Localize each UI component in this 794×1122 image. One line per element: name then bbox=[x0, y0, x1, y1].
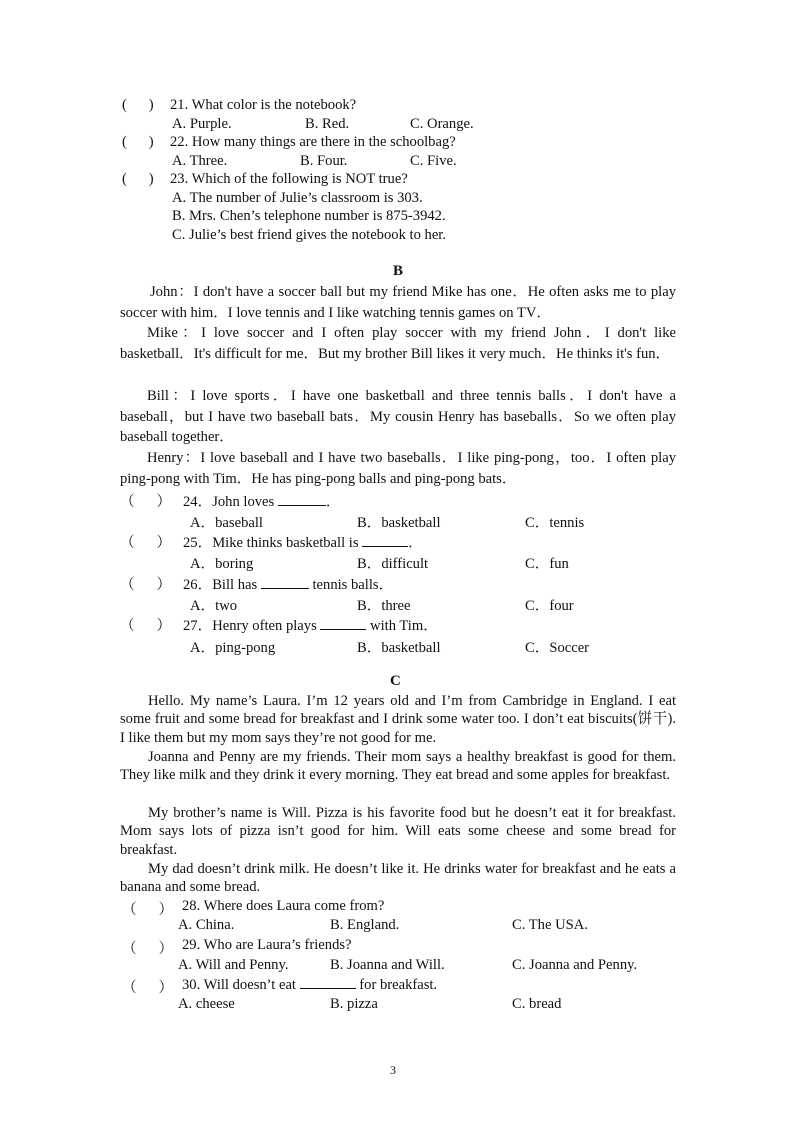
option-c: C. The USA. bbox=[512, 917, 588, 933]
option-c: C．tennis bbox=[525, 515, 585, 531]
option-a: A. China. bbox=[178, 917, 235, 933]
question-stem: 23. Which of the following is NOT true? bbox=[170, 171, 408, 187]
option-b: B. Joanna and Will. bbox=[330, 957, 445, 973]
question-stem bbox=[183, 614, 438, 635]
passage-paragraph: My dad doesn’t drink milk. He doesn’t like it. He drinks water for breakfast and he eats a banana and some bread. bbox=[120, 861, 676, 896]
question-text-end: ． bbox=[325, 494, 341, 510]
option-b: B．basketball bbox=[357, 640, 441, 656]
option-c: C. Julie’s best friend gives the notebook to her. bbox=[172, 227, 446, 243]
option-b: B．basketball bbox=[357, 515, 441, 531]
question-stem bbox=[183, 490, 340, 511]
option-b: B．difficult bbox=[357, 556, 429, 572]
section-heading-c: C bbox=[390, 673, 401, 689]
question-text: 25．Mike thinks basketball is bbox=[183, 535, 363, 551]
question-text: 30. Will doesn’t eat bbox=[182, 977, 300, 993]
option-a: A．baseball bbox=[190, 515, 263, 531]
option-c: C．fun bbox=[525, 556, 569, 572]
passage-paragraph: Henry：I love baseball and I have two baseballs．I like ping-pong，too．I often play ping-pong with Tim．He has ping-pong balls and ping-pong bats． bbox=[120, 450, 676, 487]
question-stem: 21. What color is the notebook? bbox=[170, 97, 357, 113]
question-text: 27．Henry often plays bbox=[183, 618, 321, 634]
page-number: 3 bbox=[390, 1063, 396, 1077]
option-a: A. Will and Penny. bbox=[178, 957, 289, 973]
passage-paragraph: John：I don't have a soccer ball but my friend Mike has one．He often asks me to play soccer with him．I love tennis and I like watching tennis games on TV． bbox=[120, 284, 676, 321]
answer-bracket[interactable]: （ ） bbox=[120, 618, 172, 634]
fill-in-blank[interactable] bbox=[362, 534, 408, 547]
question-text: 24．John loves bbox=[183, 494, 278, 510]
question-stem: 29. Who are Laura’s friends? bbox=[182, 937, 352, 953]
option-c: C．four bbox=[525, 598, 574, 614]
option-c: C．Soccer bbox=[525, 640, 590, 656]
option-a: A. The number of Julie’s classroom is 303. bbox=[172, 190, 423, 206]
option-b: B. England. bbox=[330, 917, 400, 933]
answer-bracket[interactable]: （ ） bbox=[120, 535, 172, 551]
question-stem bbox=[182, 976, 437, 994]
passage-paragraph: Bill：I love sports．I have one basketball and three tennis balls．I don't have a baseball，but I have two baseball bats．My cousin Henry has baseballs．So we often play baseball together． bbox=[120, 388, 676, 446]
answer-bracket[interactable]: （ ） bbox=[120, 577, 172, 593]
passage-paragraph: My brother’s name is Will. Pizza is his favorite food but he doesn’t eat it for breakfast. Mom says lots of pizza isn’t good for him. Will eats some cheese and some bread for breakfast. bbox=[120, 805, 676, 858]
option-c: C. Five. bbox=[410, 153, 457, 169]
option-c: C. bread bbox=[512, 996, 562, 1012]
answer-bracket[interactable]: （ ） bbox=[122, 902, 174, 918]
answer-bracket[interactable]: ( ) bbox=[122, 171, 154, 187]
option-a: A. cheese bbox=[178, 996, 235, 1012]
passage-paragraph: Mike：I love soccer and I often play soccer with my friend John．I don't like basketball．It's difficult for me．But my brother Bill likes it very much．He thinks it's fun． bbox=[120, 325, 676, 362]
question-text-end: for breakfast. bbox=[355, 977, 438, 993]
option-a: A．boring bbox=[190, 556, 254, 572]
fill-in-blank[interactable] bbox=[261, 576, 309, 589]
option-a: A. Purple. bbox=[172, 116, 232, 132]
option-a: A. Three. bbox=[172, 153, 228, 169]
section-heading-b: B bbox=[393, 263, 404, 279]
answer-bracket[interactable]: （ ） bbox=[122, 980, 174, 996]
fill-in-blank[interactable] bbox=[320, 617, 366, 630]
option-a: A．ping-pong bbox=[190, 640, 276, 656]
question-text-end: tennis balls． bbox=[308, 577, 394, 593]
option-b: B. pizza bbox=[330, 996, 378, 1012]
question-text-end: with Tim． bbox=[366, 618, 438, 634]
option-b: B. Mrs. Chen’s telephone number is 875-3942. bbox=[172, 208, 446, 224]
question-stem: 28. Where does Laura come from? bbox=[182, 898, 385, 914]
option-b: B．three bbox=[357, 598, 411, 614]
question-stem: 22. How many things are there in the schoolbag? bbox=[170, 134, 456, 150]
answer-bracket[interactable]: ( ) bbox=[122, 134, 154, 150]
answer-bracket[interactable]: ( ) bbox=[122, 97, 154, 113]
option-b: B. Red. bbox=[305, 116, 350, 132]
question-text: 26．Bill has bbox=[183, 577, 261, 593]
question-text-end: ． bbox=[408, 535, 423, 551]
option-c: C. Orange. bbox=[410, 116, 474, 132]
passage-paragraph: Joanna and Penny are my friends. Their mom says a healthy breakfast is good for them. They like milk and they drink it every morning. They eat bread and some apples for breakfast. bbox=[120, 749, 676, 784]
answer-bracket[interactable]: （ ） bbox=[120, 494, 172, 510]
answer-bracket[interactable]: （ ） bbox=[122, 941, 174, 957]
option-b: B. Four. bbox=[300, 153, 348, 169]
option-a: A．two bbox=[190, 598, 238, 614]
fill-in-blank[interactable] bbox=[278, 493, 326, 506]
question-stem bbox=[183, 573, 393, 594]
option-c: C. Joanna and Penny. bbox=[512, 957, 638, 973]
passage-paragraph: Hello. My name’s Laura. I’m 12 years old and I’m from Cambridge in England. I eat some fruit and some bread for breakfast and I drink some water too. I don’t eat biscuits(饼干). I like them but my mom says they’re not good for me. bbox=[120, 693, 676, 746]
fill-in-blank[interactable] bbox=[300, 976, 356, 989]
question-stem bbox=[183, 531, 423, 552]
